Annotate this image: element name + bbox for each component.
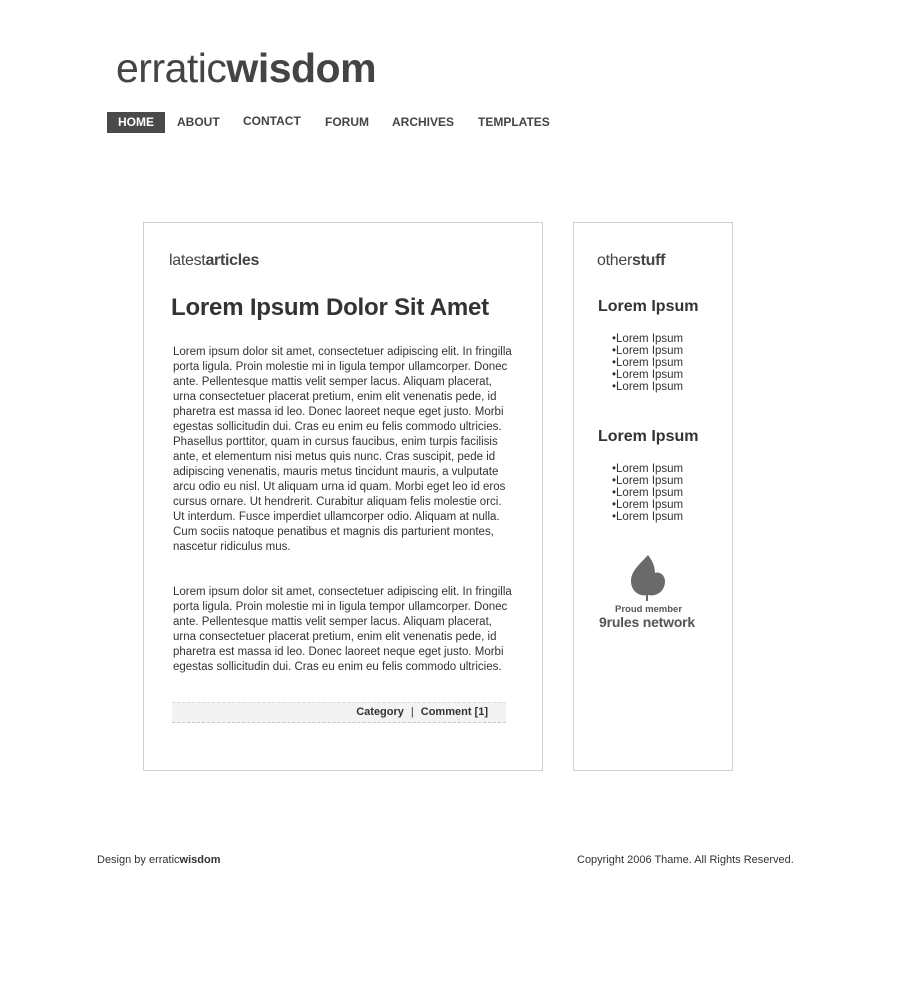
heading-light: latest: [169, 252, 206, 269]
latest-articles-panel: [143, 222, 543, 771]
sidebar-section-title: Lorem Ipsum: [598, 428, 699, 445]
latest-articles-heading: [169, 252, 259, 270]
sidebar-link[interactable]: • Lorem Ipsum: [612, 369, 683, 381]
badge-line-1: Proud member: [615, 604, 683, 615]
design-credit: [97, 854, 221, 866]
logo-bold-text: wisdom: [226, 45, 377, 91]
sidebar-link[interactable]: • Lorem Ipsum: [612, 475, 683, 487]
nav-home[interactable]: HOME: [107, 112, 165, 133]
other-stuff-heading: [597, 252, 665, 270]
other-stuff-panel: [573, 222, 733, 771]
sidebar-link[interactable]: • Lorem Ipsum: [612, 463, 683, 475]
meta-separator: |: [410, 706, 414, 718]
heading-light: other: [597, 252, 632, 269]
sidebar-link[interactable]: • Lorem Ipsum: [612, 345, 683, 357]
category-link[interactable]: Category: [356, 706, 404, 718]
article-paragraph-2: Lorem ipsum dolor sit amet, consectetuer adipiscing elit. In fringilla porta ligula. Proin molestie mi in ligula tempor ullamcorper. Donec ante. Pellentesque mattis velit semper lacus. Aliquam placerat, urna consectetuer placerat pretium, enim elit venenatis pede, id pharetra est massa id leo. Donec laoreet neque eget justo. Morbi egestas sollicitudin dui. Cras eu enim eu felis commodo ultricies.: [173, 586, 512, 673]
comment-link[interactable]: Comment [1]: [420, 706, 488, 718]
sidebar-link[interactable]: • Lorem Ipsum: [612, 487, 683, 499]
badge-line-2: 9rules network: [599, 614, 696, 630]
nine-rules-badge[interactable]: [598, 553, 718, 633]
sidebar-link[interactable]: • Lorem Ipsum: [612, 381, 683, 393]
sidebar-list-1: [612, 333, 683, 393]
heading-bold: articles: [205, 252, 260, 269]
nav-forum[interactable]: FORUM: [325, 115, 369, 129]
sidebar-link[interactable]: • Lorem Ipsum: [612, 499, 683, 511]
logo-light-text: erratic: [116, 45, 227, 91]
sidebar-section-title: Lorem Ipsum: [598, 298, 699, 315]
sidebar-link[interactable]: • Lorem Ipsum: [612, 511, 683, 523]
design-bold[interactable]: wisdom: [179, 854, 221, 866]
article-paragraph-1: Lorem ipsum dolor sit amet, consectetuer adipiscing elit. In fringilla porta ligula. Proin molestie mi in ligula tempor ullamcorper. Donec ante. Pellentesque mattis velit semper lacus. Aliquam placerat, urna consectetuer placerat pretium, enim elit venenatis pede, id pharetra est massa id leo. Donec laoreet neque eget justo. Morbi egestas sollicitudin dui. Cras eu enim eu felis commodo ultricies. Phasellus porttitor, quam in cursus faucibus, enim turpis facilisis ante, et elementum nisi metus quis nunc. Cras suscipit, pede id adipiscing venenatis, mauris metus tincidunt mauris, a vulputate arcu odio eu nisl. Ut aliquam urna id quam. Morbi eget leo id eros cursus ornare. Ut hendrerit. Curabitur aliquam felis molestie orci. Ut interdum. Fusce imperdiet ullamcorper odio. Aliquam at nulla. Cum sociis natoque penatibus et magnis dis parturient montes, nascetur ridiculus mus.: [173, 346, 512, 553]
leaf-icon: [627, 553, 669, 601]
sidebar-link[interactable]: • Lorem Ipsum: [612, 357, 683, 369]
nav-archives[interactable]: ARCHIVES: [392, 115, 455, 129]
design-prefix: Design by: [97, 854, 149, 866]
sidebar-list-2: [612, 463, 683, 523]
sidebar-link[interactable]: • Lorem Ipsum: [612, 333, 683, 345]
article-title[interactable]: Lorem Ipsum Dolor Sit Amet: [171, 294, 489, 321]
heading-bold: stuff: [631, 252, 666, 269]
post-meta-bar: [172, 702, 506, 723]
design-light[interactable]: erratic: [148, 854, 180, 866]
copyright-text: Copyright 2006 Thame. All Rights Reserved.: [577, 854, 794, 866]
nav-templates[interactable]: TEMPLATES: [478, 115, 550, 129]
nav-about[interactable]: ABOUT: [177, 115, 220, 129]
site-logo[interactable]: [116, 45, 377, 91]
nav-contact[interactable]: CONTACT: [243, 114, 301, 128]
